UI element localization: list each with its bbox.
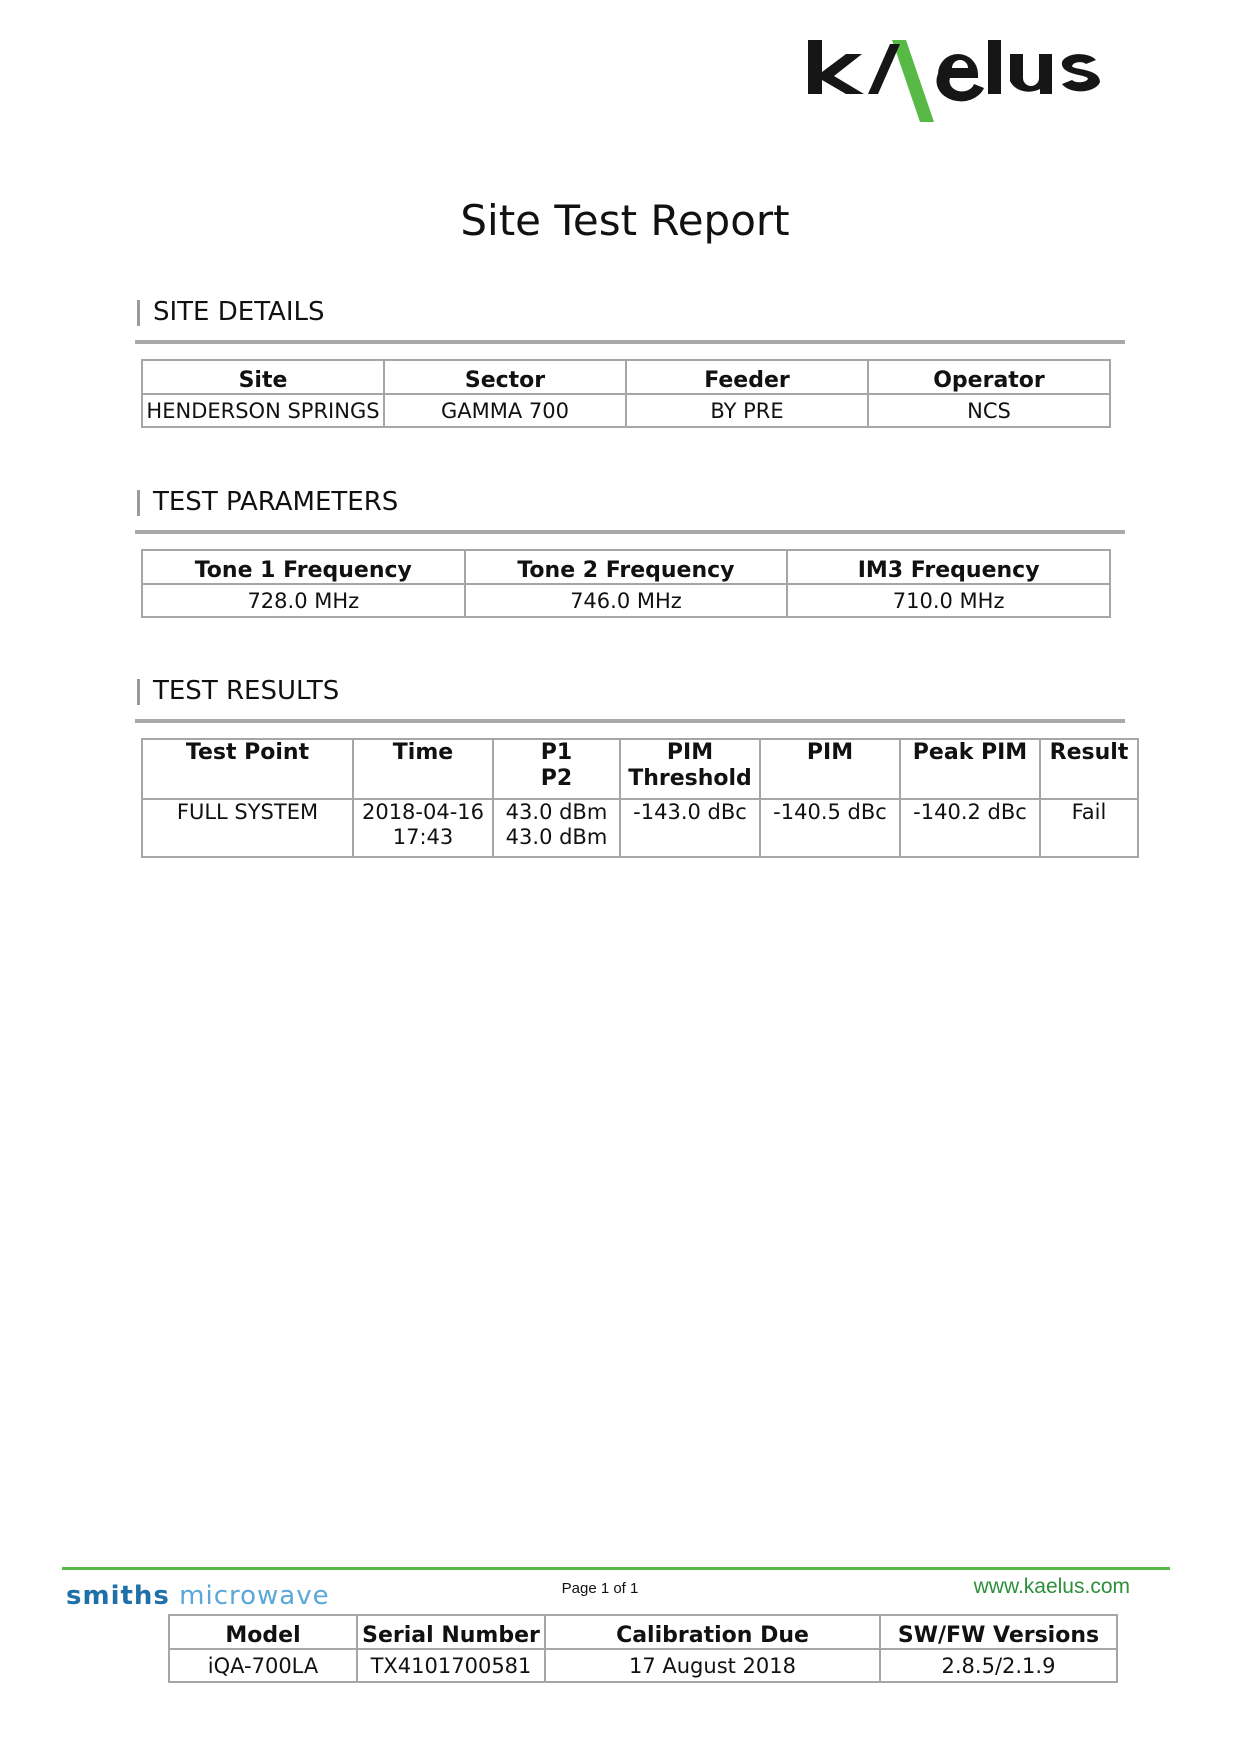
cell-peak-pim: -140.2 dBc xyxy=(900,799,1040,857)
heading-bar xyxy=(137,679,140,705)
table-row xyxy=(142,799,1138,857)
test-parameters-label: TEST PARAMETERS xyxy=(153,487,399,517)
cell-calibration-due: 17 August 2018 xyxy=(545,1649,880,1682)
cell-site: HENDERSON SPRINGS xyxy=(142,394,384,427)
cell-pim-threshold: -143.0 dBc xyxy=(620,799,760,857)
cell-model: iQA-700LA xyxy=(169,1649,357,1682)
header-serial-number: Serial Number xyxy=(357,1615,545,1649)
header-peak-pim: Peak PIM xyxy=(900,739,1040,799)
header-pim: PIM xyxy=(760,739,900,799)
cell-serial-number: TX4101700581 xyxy=(357,1649,545,1682)
header-versions: SW/FW Versions xyxy=(880,1615,1117,1649)
header-tone1: Tone 1 Frequency xyxy=(142,550,465,584)
website-link[interactable]: www.kaelus.com xyxy=(973,1575,1130,1598)
company-name-part1: smiths xyxy=(66,1581,170,1611)
header-model: Model xyxy=(169,1615,357,1649)
header-sector: Sector xyxy=(384,360,626,394)
cell-p1: 43.0 dBm xyxy=(505,800,608,824)
instrument-table xyxy=(168,1614,1118,1683)
table-row xyxy=(142,394,1110,427)
kaelus-logo xyxy=(806,34,1126,134)
site-details-table xyxy=(141,359,1111,428)
header-pim-threshold-line2: Threshold xyxy=(628,766,752,791)
page-title: Site Test Report xyxy=(460,196,790,245)
header-tone2: Tone 2 Frequency xyxy=(465,550,788,584)
header-p2: P2 xyxy=(540,766,573,791)
cell-result: Fail xyxy=(1040,799,1138,857)
cell-time-value: 17:43 xyxy=(392,825,454,849)
header-im3: IM3 Frequency xyxy=(787,550,1110,584)
cell-test-point: FULL SYSTEM xyxy=(142,799,353,857)
table-row xyxy=(142,584,1110,617)
table-header-row xyxy=(142,360,1110,394)
cell-p2: 43.0 dBm xyxy=(505,825,608,849)
smiths-microwave-logo xyxy=(66,1578,330,1614)
cell-date-value: 2018-04-16 xyxy=(361,800,485,824)
footer-divider xyxy=(62,1567,1170,1570)
table-row xyxy=(169,1649,1117,1682)
test-parameters-table xyxy=(141,549,1111,618)
header-feeder: Feeder xyxy=(626,360,868,394)
cell-operator: NCS xyxy=(868,394,1110,427)
header-time: Time xyxy=(353,739,493,799)
cell-tone2: 746.0 MHz xyxy=(465,584,788,617)
heading-bar xyxy=(137,300,140,326)
cell-im3: 710.0 MHz xyxy=(787,584,1110,617)
header-pim-threshold-line1: PIM xyxy=(666,740,714,765)
test-results-table xyxy=(141,738,1139,858)
cell-time xyxy=(353,799,493,857)
test-parameters-heading xyxy=(135,480,1125,534)
heading-bar xyxy=(137,490,140,516)
header-test-point: Test Point xyxy=(142,739,353,799)
cell-versions: 2.8.5/2.1.9 xyxy=(880,1649,1117,1682)
cell-pim: -140.5 dBc xyxy=(760,799,900,857)
cell-tone1: 728.0 MHz xyxy=(142,584,465,617)
table-header-row xyxy=(142,550,1110,584)
site-details-label: SITE DETAILS xyxy=(153,297,325,327)
site-details-heading xyxy=(135,290,1125,344)
header-site: Site xyxy=(142,360,384,394)
page-number: Page 1 of 1 xyxy=(561,1580,639,1597)
company-name-part2: microwave xyxy=(179,1581,330,1611)
kaelus-logo-graphic xyxy=(806,34,1126,134)
table-header-row xyxy=(142,739,1138,799)
cell-feeder: BY PRE xyxy=(626,394,868,427)
header-pim-threshold xyxy=(620,739,760,799)
test-results-heading xyxy=(135,669,1125,723)
cell-power xyxy=(493,799,620,857)
table-header-row xyxy=(169,1615,1117,1649)
header-operator: Operator xyxy=(868,360,1110,394)
header-power xyxy=(493,739,620,799)
header-calibration-due: Calibration Due xyxy=(545,1615,880,1649)
test-results-label: TEST RESULTS xyxy=(153,676,340,706)
cell-sector: GAMMA 700 xyxy=(384,394,626,427)
header-p1: P1 xyxy=(540,740,573,765)
header-result: Result xyxy=(1040,739,1138,799)
